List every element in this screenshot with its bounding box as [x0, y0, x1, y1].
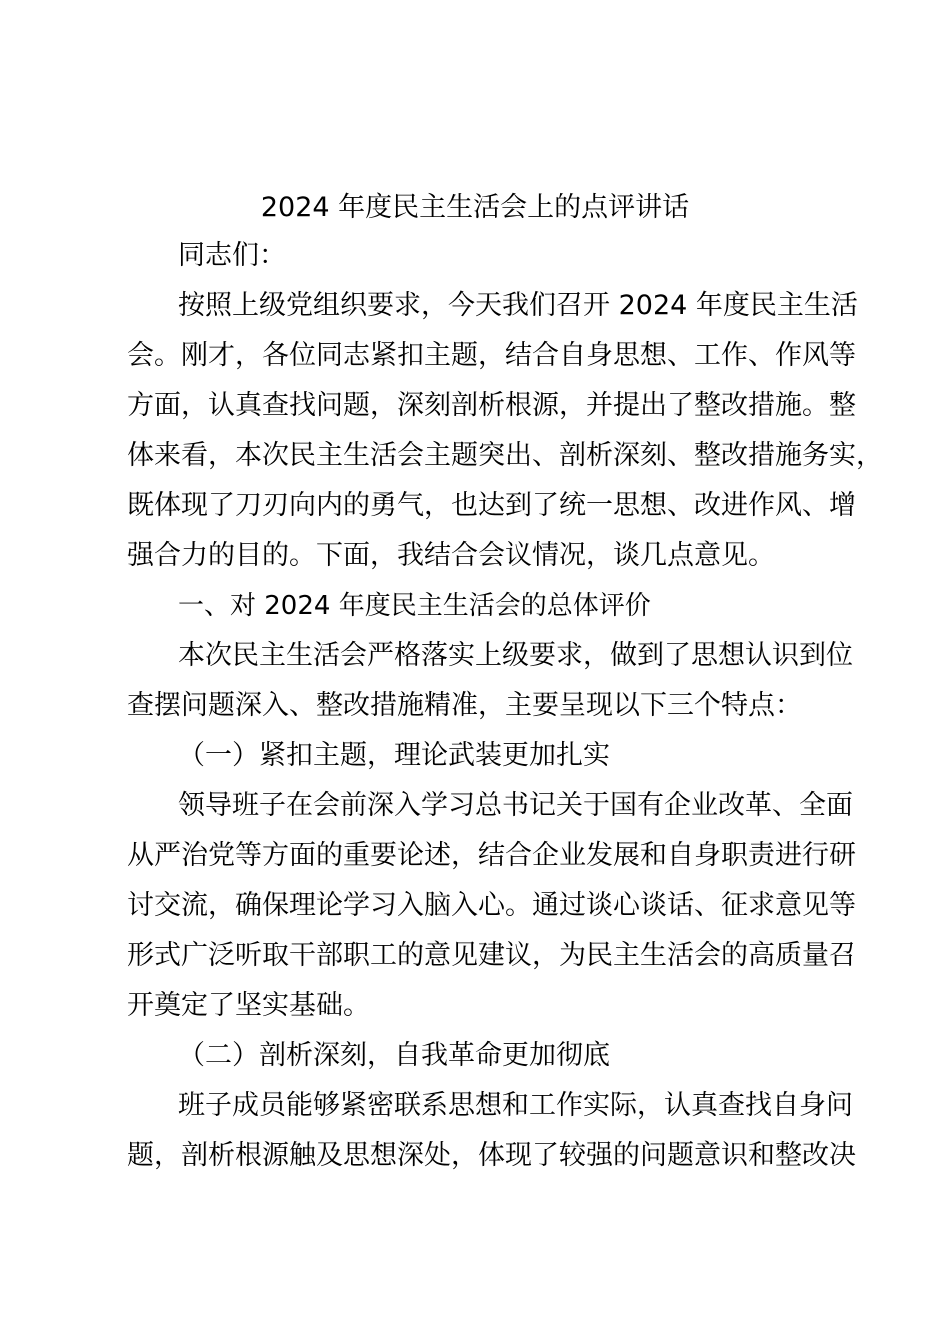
- paragraph-line: 查摆问题深入、整改措施精准，主要呈现以下三个特点：: [127, 690, 802, 721]
- paragraph-line: 形式广泛听取干部职工的意见建议，为民主生活会的高质量召: [127, 940, 856, 971]
- paragraph-line: 从严治党等方面的重要论述，结合企业发展和自身职责进行研: [127, 840, 856, 871]
- section-heading: 一、对 2024 年度民主生活会的总体评价: [178, 591, 651, 621]
- paragraph-line: 讨交流，确保理论学习入脑入心。通过谈心谈话、征求意见等: [127, 890, 856, 921]
- paragraph-line: 方面，认真查找问题，深刻剖析根源，并提出了整改措施。整: [127, 390, 856, 421]
- paragraph-line: 既体现了刀刃向内的勇气，也达到了统一思想、改进作风、增: [127, 490, 856, 521]
- subsection-heading: （二）剖析深刻，自我革命更加彻底: [178, 1040, 610, 1071]
- paragraph-line: 领导班子在会前深入学习总书记关于国有企业改革、全面: [178, 790, 853, 821]
- paragraph-line: 强合力的目的。下面，我结合会议情况，谈几点意见。: [127, 540, 775, 571]
- document-title: 2024 年度民主生活会上的点评讲话: [260, 192, 690, 223]
- paragraph-line: 开奠定了坚实基础。: [127, 990, 370, 1021]
- paragraph-line: 按照上级党组织要求，今天我们召开 2024 年度民主生活: [178, 290, 858, 321]
- subsection-heading: （一）紧扣主题，理论武装更加扎实: [178, 740, 610, 771]
- paragraph-line: 本次民主生活会严格落实上级要求，做到了思想认识到位: [178, 640, 853, 671]
- paragraph-line: 会。刚才，各位同志紧扣主题，结合自身思想、工作、作风等: [127, 340, 856, 371]
- paragraph-line: 题，剖析根源触及思想深处，体现了较强的问题意识和整改决: [127, 1140, 856, 1171]
- salutation: 同志们：: [178, 240, 286, 271]
- paragraph-line: 体来看，本次民主生活会主题突出、剖析深刻、整改措施务实，: [127, 440, 883, 471]
- paragraph-line: 班子成员能够紧密联系思想和工作实际，认真查找自身问: [178, 1090, 853, 1121]
